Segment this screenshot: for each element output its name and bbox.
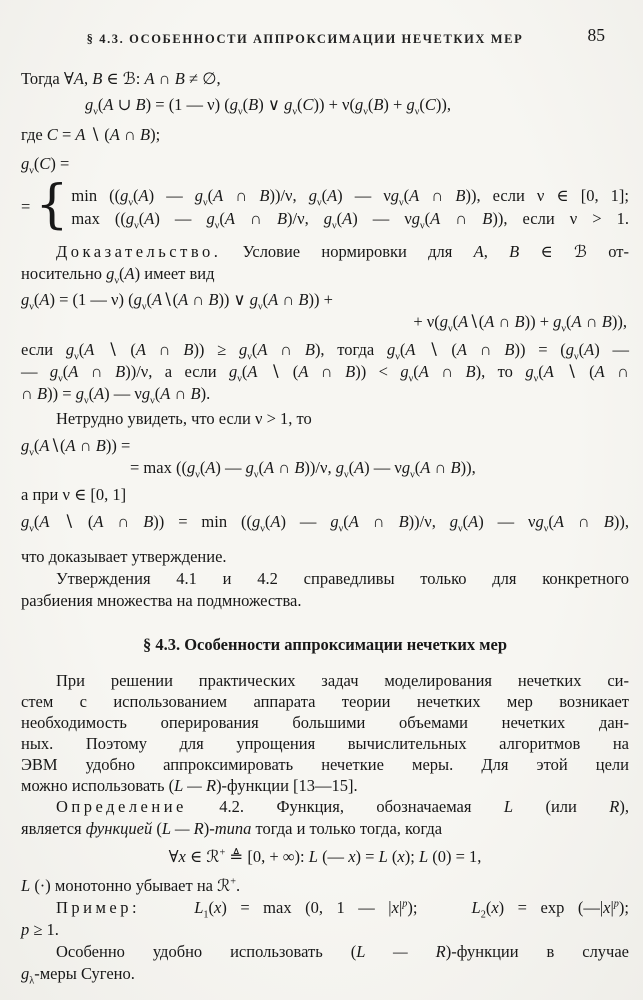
formula-line: $g_\nu(A) = (1$ — ν) ($g_\nu(A∖(A$ ∩ B)) ∨ $g_\nu(A$ ∩ B)) + (21, 290, 333, 313)
cases-rows (68, 185, 629, 230)
formula-line: ∀x ∈ ℛ+ ≜ [0, + ∞): L (— x) = L (x); L (0) = 1, (168, 847, 482, 866)
formula-line: $g_\nu(A$ ∪ B) = (1 — ν) ($g_\nu(B)$ ∨ $g_\nu(C)) + \nu(g_\nu(B) + g_\nu(C))$, (85, 95, 451, 118)
paragraph-line: Нетрудно увидеть, что если ν > 1, то (56, 409, 312, 428)
paragraph-line: необходимость оперирования большими объемами нечетких дан- (21, 713, 629, 732)
formula-line: + $\nu(g_\nu(A∖(A$ ∩ $B)) + g_\nu(A$ ∩ B)), (413, 312, 627, 335)
text-line: что доказывает утверждение. (21, 547, 227, 566)
text-line: Тогда ∀A, B ∈ ℬ: A ∩ B ≠ ∅, (21, 69, 221, 88)
paragraph-line: — $g_\nu(A$ ∩ B))/ν, а если $g_\nu(A$ ∖ (A ∩ $B)) < g_\nu(A$ ∩ B), то $g_\nu(A$ ∖ (A ∩ (21, 362, 630, 385)
left-brace-glyph: { (35, 175, 69, 235)
case-row: $\max ((g_\nu(A)$ — $g_\nu(A$ ∩ B)/ν, $g_\nu(A)$ — $\nu g_\nu(A$ ∩ B)), если ν > 1. (71, 208, 629, 231)
paragraph-line: Доказательство. Условие нормировки для A, B ∈ ℬ от- (56, 242, 629, 261)
equals-sign: = (21, 197, 31, 216)
paragraph-line: При решении практических задач моделирования нечетких си- (56, 671, 629, 690)
paragraph (21, 339, 629, 405)
formula-cases (21, 175, 629, 235)
running-header (21, 24, 629, 44)
running-header-title: § 4.3. ОСОБЕННОСТИ АППРОКСИМАЦИИ НЕЧЕТКИХ МЕР (86, 32, 524, 46)
text-line: L (·) монотонно убывает на ℛ+. (21, 876, 241, 895)
paragraph-line: Утверждения 4.1 и 4.2 справедливы только для конкретного (56, 569, 629, 588)
paragraph-line: является функцией (L — R)-типа тогда и только тогда, когда (21, 819, 443, 838)
example-paragraph (21, 897, 629, 941)
paragraph-line: $g_\lambda$-меры Сугено. (21, 964, 135, 987)
paragraph-line: ЭВМ удобно аппроксимировать нечеткие меры. Для этой цели (21, 755, 629, 774)
paragraph-line: Определение 4.2. Функция, обозначаемая L (или R), (56, 797, 629, 816)
formula-line: $g_\nu(C)$ = (21, 154, 70, 177)
text-line: где C = A ∖ (A ∩ B); (21, 125, 161, 144)
page-number: 85 (587, 25, 605, 45)
section-heading: § 4.3. Особенности аппроксимации нечетких мер (142, 635, 508, 654)
paragraph (21, 568, 629, 612)
formula-line: $g_\nu(A∖(A$ ∩ B)) = (21, 436, 131, 459)
paragraph-line: p ≥ 1. (21, 920, 59, 939)
paragraph (21, 670, 629, 796)
text-line: а при ν ∈ [0, 1] (21, 485, 127, 504)
paragraph-line: если $g_\nu(A$ ∖ (A ∩ $B)) \ge g_\nu(A$ ∩ B), тогда $g_\nu(A$ ∖ (A ∩ $B)) = (g_\nu(A)$ — (21, 340, 630, 363)
case-row: $\min ((g_\nu(A)$ — $g_\nu(A$ ∩ B))/ν, $g_\nu(A)$ — $\nu g_\nu(A$ ∩ B)), если ν ∈ [0, 1]; (71, 185, 629, 208)
proof-paragraph (21, 241, 629, 285)
paragraph-line: можно использовать (L — R)-функции [13—15]. (21, 776, 358, 795)
paragraph-line: ных. Поэтому для упрощения вычислительных алгоритмов на (21, 734, 629, 753)
paragraph-line: Пример: $L_1(x) = \max (0$, 1 — $|x|^p$); $L_2(x) = \exp$ $(—|x|^p)$; (56, 898, 629, 921)
paragraph-line: Особенно удобно использовать (L — R)-функции в случае (56, 942, 629, 961)
paragraph-line: носительно $g_\nu(A)$ имеет вид (21, 264, 215, 287)
formula-block (21, 289, 629, 333)
paragraph (21, 941, 629, 985)
formula-line: $g_\nu(A$ ∖ (A ∩ $B)) = \min ((g_\nu(A)$ — $g_\nu(A$ ∩ B))/ν, $g_\nu(A)$ — $\nu g_\nu(A$ ∩ B)), (21, 512, 629, 535)
definition-paragraph (21, 796, 629, 840)
paragraph-line: разбиения множества на подмножества. (21, 591, 302, 610)
paragraph-line: ∩ $B)) = g_\nu(A)$ — $\nu g_\nu(A$ ∩ B). (21, 384, 211, 407)
formula-line: = $\max ((g_\nu(A)$ — $g_\nu(A$ ∩ B))/ν, $g_\nu(A)$ — $\nu g_\nu(A$ ∩ B)), (130, 458, 476, 481)
paragraph-line: стем с использованием аппарата теории нечетких мер возникает (21, 692, 629, 711)
